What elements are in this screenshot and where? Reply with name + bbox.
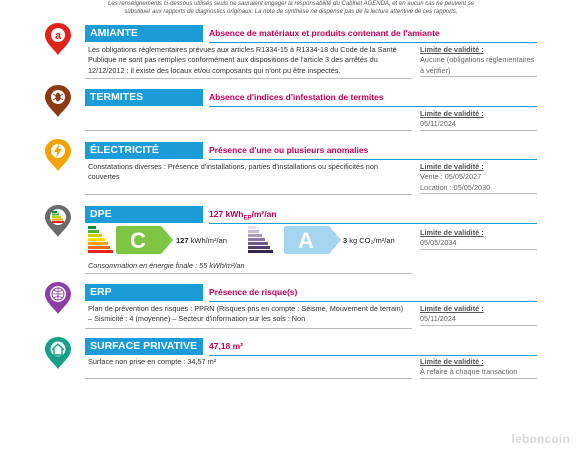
amiante-title: AMIANTE (85, 25, 203, 42)
surface-pin-icon (44, 336, 72, 370)
ges-scale-icon (248, 226, 273, 254)
termites-validity-label: Limite de validité : (420, 109, 484, 118)
surface-validity (420, 357, 537, 379)
electricite-header (85, 142, 537, 159)
dpe-validity-label: Limite de validité : (420, 228, 484, 237)
energy-class-letter: C (130, 228, 146, 253)
surface-title: SURFACE PRIVATIVE (85, 338, 203, 355)
dpe-status-value: 127 kWh (209, 209, 244, 219)
electricite-divider (85, 194, 412, 195)
svg-text:a: a (54, 30, 62, 42)
amiante-validity-label: Limite de validité : (420, 45, 484, 54)
energy-value-unit: kWh/m²/an (190, 236, 227, 245)
dpe-validity-value: 05/05/2034 (420, 238, 457, 248)
amiante-body: Les obligations réglementaires prévues aux articles R1334-15 à R1334-18 du Code de la Santé Publique ne sont pas remplies conformément aux dispositions de l'article 3 des arrêtés du 12/12/2012 : il existe des locaux et/ou composants qui n'ont pu être inspectés. (88, 45, 397, 75)
energy-value-number: 127 (176, 236, 189, 245)
amiante-pin-icon (44, 22, 72, 56)
surface-status: 47,18 m² (209, 338, 537, 356)
amiante-divider (85, 78, 412, 79)
watermark-logo: leboncoin (511, 432, 570, 446)
erp-header (85, 284, 537, 301)
amiante-header (85, 25, 537, 42)
dpe-validity (420, 228, 537, 250)
erp-validity-label: Limite de validité : (420, 304, 484, 313)
erp-divider (85, 328, 412, 329)
termites-validity-value: 05/11/2024 (420, 119, 456, 129)
dpe-status-sub: EP (243, 215, 252, 222)
disclaimer-line-2: substituer aux rapports de diagnostics originaux. La note de synthèse ne dispense pas de la lecture attentive de ces rapports. (124, 9, 458, 15)
disclaimer-line-1: Les renseignements ci-dessous utilisés seuls ne sauraient engager la responsabilité du Cabinet AGENDA, et en aucun cas ne peuvent se (108, 1, 474, 7)
amiante-validity (420, 45, 537, 77)
termites-validity (420, 109, 537, 131)
surface-header (85, 338, 537, 355)
termites-header (85, 89, 537, 106)
dpe-final-consumption: Consommation en énergie finale : 55 kWh/m²/an (88, 261, 245, 270)
dpe-status (209, 206, 537, 224)
termites-divider (85, 130, 412, 131)
electricite-body: Constatations diverses : Présence d'installations, parties d'installations ou spécificités non couvertes (88, 162, 378, 182)
surface-validity-value: À refaire à chaque transaction (420, 367, 518, 377)
erp-validity (420, 304, 537, 326)
termites-pin-icon (44, 84, 72, 118)
energy-value (176, 236, 227, 245)
dpe-header (85, 206, 537, 223)
surface-divider (85, 378, 412, 379)
termites-status: Absence d'indices d'infestation de termites (209, 89, 537, 107)
ges-value-unit: kg CO₂/m²/an (349, 236, 395, 245)
erp-validity-value: 05/11/2024 (420, 314, 456, 324)
energy-scale-icon (88, 226, 113, 254)
dpe-status-unit: /m²/an (251, 209, 277, 219)
ges-class-badge (284, 226, 341, 254)
surface-validity-label: Limite de validité : (420, 357, 484, 366)
dpe-title: DPE (85, 206, 203, 223)
termites-title: TERMITES (85, 89, 203, 106)
disclaimer (0, 0, 582, 16)
electricite-validity-vente: Vente : 05/05/2027 (420, 172, 482, 182)
amiante-validity-value: Aucune (obligations réglementaires à vérifier) (420, 55, 535, 75)
electricite-validity-location: Location : 05/05/2030 (420, 182, 491, 192)
electricite-title: ÉLECTRICITÉ (85, 142, 203, 159)
erp-body: Plan de prévention des risques : PPRN (Risques pris en compte : Séisme, Mouvement de terrain) – Sismicité : 4 (moyenne) – Secteur d'information sur les sols : Non (88, 304, 404, 324)
electricite-pin-icon (44, 138, 72, 172)
energy-class-badge (116, 226, 173, 254)
erp-status: Présence de risque(s) (209, 284, 537, 302)
dpe-divider (85, 273, 412, 274)
erp-pin-icon (44, 281, 72, 315)
erp-title: ERP (85, 284, 203, 301)
amiante-status: Absence de matériaux et produits contenant de l'amiante (209, 25, 537, 43)
ges-value (343, 236, 395, 245)
electricite-status: Présence d'une ou plusieurs anomalies (209, 142, 537, 160)
dpe-pin-icon (44, 204, 72, 238)
ges-value-number: 3 (343, 236, 348, 245)
electricite-validity-label: Limite de validité : (420, 162, 484, 171)
ges-class-letter: A (298, 228, 314, 253)
surface-body: Surface non prise en compte : 34,57 m² (88, 357, 217, 366)
electricite-validity (420, 162, 537, 194)
